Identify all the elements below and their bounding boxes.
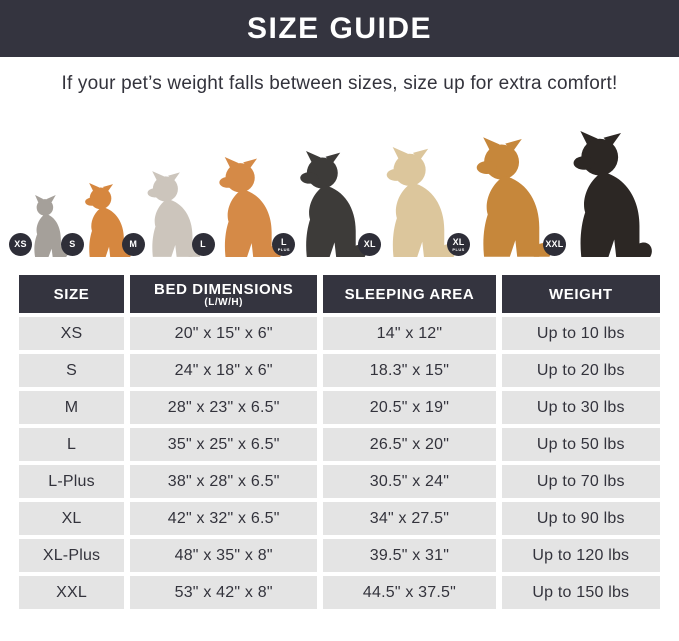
- size-badge-l-plus: L PLUS: [272, 233, 295, 256]
- cell-bed-dimensions: 28" x 23" x 6.5": [130, 391, 317, 424]
- column-header-size: SIZE: [19, 275, 124, 313]
- size-badge-l: L: [192, 233, 215, 256]
- cell-weight: Up to 150 lbs: [502, 576, 660, 609]
- cell-weight: Up to 10 lbs: [502, 317, 660, 350]
- size-chart-table: [13, 271, 666, 613]
- dog-silhouette-icon: [373, 147, 458, 257]
- table-header-row: [19, 275, 660, 313]
- cell-size: L-Plus: [19, 465, 124, 498]
- pet-border-collie: [277, 151, 369, 257]
- size-badge-xs: XS: [9, 233, 32, 256]
- table-row-xxl: [19, 576, 660, 609]
- table-row-xs: [19, 317, 660, 350]
- pet-golden-retriever: [452, 137, 554, 257]
- cell-sleeping-area: 20.5" x 19": [323, 391, 495, 424]
- cell-sleeping-area: 18.3" x 15": [323, 354, 495, 387]
- pet-labrador: [363, 147, 458, 257]
- column-header-bed-dimensions: BED DIMENSIONS (L/W/H): [130, 275, 317, 313]
- cell-bed-dimensions: 35" x 25" x 6.5": [130, 428, 317, 461]
- pet-size-comparison-row: [16, 105, 663, 257]
- cell-weight: Up to 50 lbs: [502, 428, 660, 461]
- table-row-xl-plus: [19, 539, 660, 572]
- page-title: SIZE GUIDE: [246, 11, 433, 45]
- cell-size: M: [19, 391, 124, 424]
- cell-weight: Up to 120 lbs: [502, 539, 660, 572]
- cell-weight: Up to 20 lbs: [502, 354, 660, 387]
- size-badge-s: S: [61, 233, 84, 256]
- table-row-l-plus: [19, 465, 660, 498]
- cell-sleeping-area: 34" x 27.5": [323, 502, 495, 535]
- cell-size: XS: [19, 317, 124, 350]
- sizing-tip-text: If your pet’s weight falls between sizes, size up for extra comfort!: [61, 73, 618, 94]
- cell-weight: Up to 90 lbs: [502, 502, 660, 535]
- cell-sleeping-area: 30.5" x 24": [323, 465, 495, 498]
- cell-bed-dimensions: 24" x 18" x 6": [130, 354, 317, 387]
- table-row-s: [19, 354, 660, 387]
- cell-bed-dimensions: 42" x 32" x 6.5": [130, 502, 317, 535]
- cell-size: S: [19, 354, 124, 387]
- cell-bed-dimensions: 38" x 28" x 6.5": [130, 465, 317, 498]
- cell-bed-dimensions: 53" x 42" x 8": [130, 576, 317, 609]
- table-row-l: [19, 428, 660, 461]
- size-guide-banner: [0, 0, 679, 57]
- cell-size: XXL: [19, 576, 124, 609]
- cell-sleeping-area: 26.5" x 20": [323, 428, 495, 461]
- cell-bed-dimensions: 48" x 35" x 8": [130, 539, 317, 572]
- cell-weight: Up to 70 lbs: [502, 465, 660, 498]
- cell-bed-dimensions: 20" x 15" x 6": [130, 317, 317, 350]
- cell-sleeping-area: 14" x 12": [323, 317, 495, 350]
- size-badge-m: M: [122, 233, 145, 256]
- dog-silhouette-icon: [558, 131, 655, 257]
- column-header-weight: WEIGHT: [502, 275, 660, 313]
- size-badge-xl-plus: XL PLUS: [447, 233, 470, 256]
- cell-weight: Up to 30 lbs: [502, 391, 660, 424]
- column-header-sleeping-area: SLEEPING AREA: [323, 275, 495, 313]
- size-badge-xl: XL: [358, 233, 381, 256]
- table-row-xl: [19, 502, 660, 535]
- dog-silhouette-icon: [462, 137, 554, 257]
- cell-sleeping-area: 39.5" x 31": [323, 539, 495, 572]
- pet-doberman: [545, 131, 655, 257]
- table-row-m: [19, 391, 660, 424]
- cell-size: XL: [19, 502, 124, 535]
- size-badge-xxl: XXL: [543, 233, 566, 256]
- dog-silhouette-icon: [287, 151, 369, 257]
- cell-size: L: [19, 428, 124, 461]
- cell-size: XL-Plus: [19, 539, 124, 572]
- cell-sleeping-area: 44.5" x 37.5": [323, 576, 495, 609]
